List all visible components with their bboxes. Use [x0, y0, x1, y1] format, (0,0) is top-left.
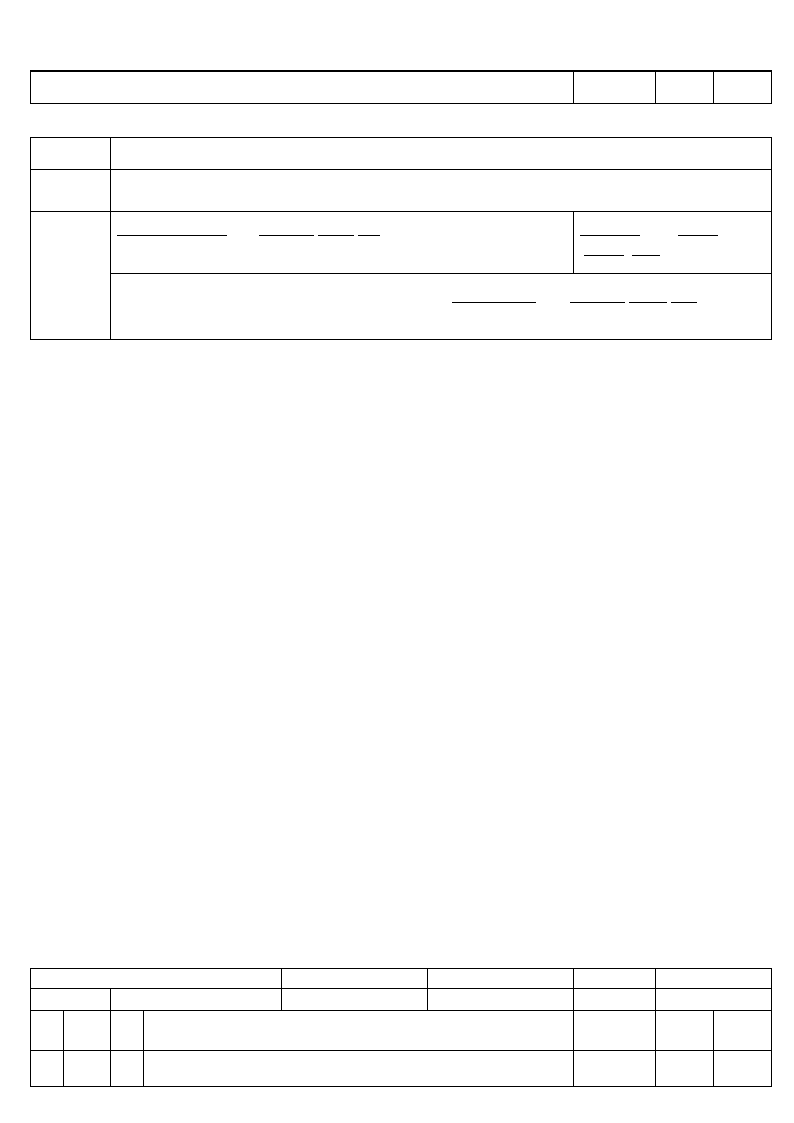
table-row	[31, 1051, 772, 1087]
col-review	[714, 1011, 772, 1051]
dept-label	[31, 969, 282, 989]
self-score-field[interactable]	[656, 1051, 714, 1087]
leader-row	[31, 274, 772, 340]
leader-year-field[interactable]	[570, 302, 625, 303]
self-year-field[interactable]	[259, 235, 314, 236]
total-label	[31, 72, 574, 104]
confirm-row	[31, 212, 772, 274]
col-standard	[574, 1011, 656, 1051]
period-value	[111, 989, 282, 1011]
form-type-label	[282, 989, 428, 1011]
review-score-field[interactable]	[714, 1051, 772, 1087]
name-field[interactable]	[428, 969, 574, 989]
row-standard	[574, 1051, 656, 1087]
assessor-month-field[interactable]	[584, 255, 624, 256]
row-content	[144, 1051, 574, 1087]
form-type-value	[428, 989, 574, 1011]
assessor-day-field[interactable]	[632, 255, 660, 256]
row-num	[31, 1051, 64, 1087]
col-num	[31, 1011, 64, 1051]
row-weight	[111, 1051, 144, 1087]
row-item	[64, 1051, 111, 1087]
leader-day-field[interactable]	[671, 302, 697, 303]
assessor-year-field[interactable]	[678, 235, 718, 236]
assessor-sign-line[interactable]	[580, 235, 640, 236]
exam-name-value	[656, 989, 772, 1011]
period-label	[31, 989, 111, 1011]
grade-desc-label	[31, 170, 111, 212]
leader-sign-line[interactable]	[452, 302, 536, 303]
self-month-field[interactable]	[318, 235, 354, 236]
position-value	[656, 969, 772, 989]
col-weight	[111, 1011, 144, 1051]
exam-name-label	[574, 989, 656, 1011]
position-label	[574, 969, 656, 989]
grade-options	[111, 138, 772, 170]
col-content	[144, 1011, 574, 1051]
col-item	[64, 1011, 111, 1051]
grade-row	[31, 138, 772, 170]
grade-desc-row	[31, 170, 772, 212]
self-sign-line[interactable]	[117, 235, 227, 236]
col-self	[656, 1011, 714, 1051]
name-label	[282, 969, 428, 989]
evaluation-table	[30, 70, 772, 340]
column-header-row	[31, 1011, 772, 1051]
leader-month-field[interactable]	[629, 302, 667, 303]
grade-label	[31, 138, 111, 170]
header-table	[30, 968, 772, 1087]
self-day-field[interactable]	[358, 235, 380, 236]
total-row	[31, 72, 772, 104]
